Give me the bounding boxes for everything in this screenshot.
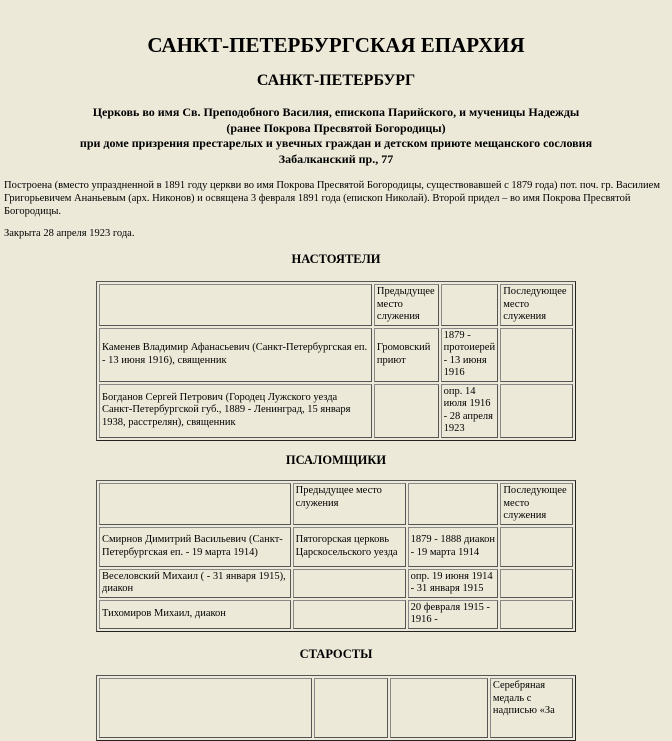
table-cell: Смирнов Димитрий Васильевич (Санкт-Петербургская еп. - 19 марта 1914) (99, 527, 291, 567)
psalmists-title: ПСАЛОМЩИКИ (285, 453, 387, 467)
church-heading (0, 105, 672, 167)
intro-paragraph: Построена (вместо упраздненной в 1891 году церкви во имя Покрова Пресвятой Богородицы, существовавшей с 1879 года) пот. поч. гр. Василием Григорьевичем Ананьевым (арх. Никонов) и освящена 3 февраля 1891 года (епископ Николай). Второй придел – во имя Покрова Пресвятой Богородицы. (4, 180, 660, 217)
table-header-cell: Последующее место служения (500, 284, 573, 326)
table-cell: 1879 - протоиерей - 13 июня 1916 (441, 328, 499, 382)
table-cell (374, 384, 439, 438)
closed-paragraph: Закрыта 28 апреля 1923 года. (4, 228, 135, 239)
table-row (99, 600, 573, 629)
table-header-cell: Предыдущее место служения (374, 284, 439, 326)
rectors-title: НАСТОЯТЕЛИ (291, 252, 381, 266)
table-cell (293, 569, 406, 598)
table-header-cell (99, 678, 312, 738)
city-title: САНКТ-ПЕТЕРБУРГ (256, 72, 416, 89)
church-address: Забалканский пр., 77 (278, 151, 394, 166)
table-header-cell (314, 678, 388, 738)
table-cell: Громовский приют (374, 328, 439, 382)
table-cell: Веселовский Михаил ( - 31 января 1915), диакон (99, 569, 291, 598)
table-header-cell (99, 284, 372, 326)
table-cell (500, 600, 573, 629)
table-header-cell: Предыдущее место служения (293, 483, 406, 525)
church-name: Церковь во имя Св. Преподобного Василия, епископа Парийского, и мученицы Надежды (92, 105, 580, 119)
elders-title: СТАРОСТЫ (299, 647, 373, 661)
table-cell: Богданов Сергей Петрович (Городец Лужского уезда Санкт-Петербургской губ., 1889 - Ленинград, 15 января 1938, расстрелян), священник (99, 384, 372, 438)
table-header-cell (390, 678, 488, 738)
table-cell: Каменев Владимир Афанасьевич (Санкт-Петербургская еп. - 13 июня 1916), священник (99, 328, 372, 382)
table-cell: Пятогорская церковь Царскосельского уезда (293, 527, 406, 567)
table-header-cell: Серебряная медаль с надписью «За (490, 678, 573, 738)
table-cell (500, 384, 573, 438)
church-former-name: (ранее Покрова Пресвятой Богородицы) (226, 120, 446, 135)
table-cell: Тихомиров Михаил, диакон (99, 600, 291, 629)
church-location: при доме призрения престарелых и увечных граждан и детском приюте мещанского сословия (79, 136, 593, 150)
table-cell (500, 328, 573, 382)
table-row (99, 328, 573, 382)
table-header-cell: Последующее место служения (500, 483, 573, 525)
table-row (99, 284, 573, 326)
table-header-cell (408, 483, 499, 525)
table-cell (500, 569, 573, 598)
table-row (99, 527, 573, 567)
table-row (99, 483, 573, 525)
psalmists-table (96, 480, 576, 632)
table-row (99, 678, 573, 738)
table-cell: опр. 19 июня 1914 - 31 января 1915 (408, 569, 499, 598)
table-cell (293, 600, 406, 629)
table-header-cell (441, 284, 499, 326)
elders-table (96, 675, 576, 741)
table-cell: 20 февраля 1915 - 1916 - (408, 600, 499, 629)
table-cell (500, 527, 573, 567)
table-cell: 1879 - 1888 диакон - 19 марта 1914 (408, 527, 499, 567)
rectors-table (96, 281, 576, 441)
table-row (99, 569, 573, 598)
table-header-cell (99, 483, 291, 525)
table-row (99, 384, 573, 438)
table-cell: опр. 14 июля 1916 - 28 апреля 1923 (441, 384, 499, 438)
page-title: САНКТ-ПЕТЕРБУРГСКАЯ ЕПАРХИЯ (147, 33, 525, 57)
